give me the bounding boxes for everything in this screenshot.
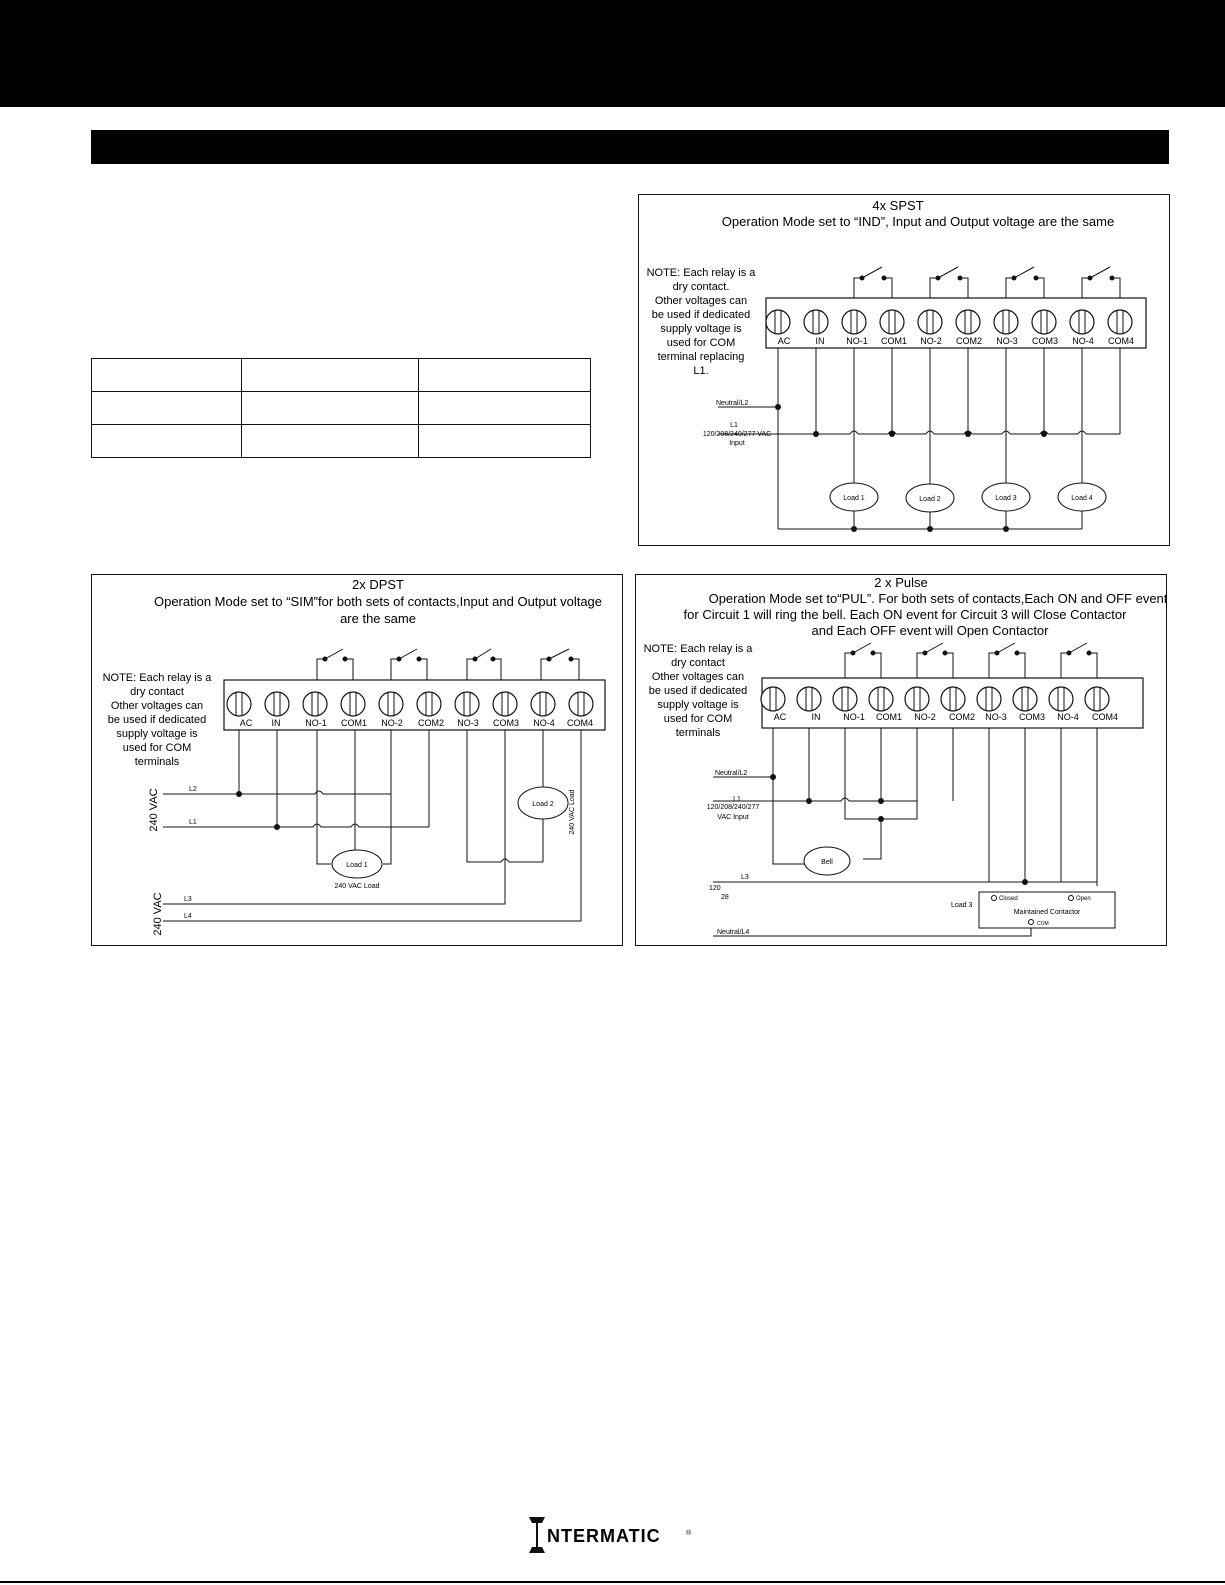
spst-title: 4x SPST — [872, 198, 924, 213]
svg-text:NO-4: NO-4 — [1057, 712, 1079, 722]
svg-text:COM1: COM1 — [340, 718, 368, 728]
pulse-neutral-label: Neutral/L2 — [715, 770, 748, 777]
header-band — [0, 0, 1225, 107]
svg-text:COM4: COM4 — [1107, 336, 1135, 346]
dpst-subtitle: Operation Mode set to “SIM”for both sets of contacts,Input and Output voltage — [153, 594, 603, 609]
terminal-screw — [804, 310, 828, 334]
svg-text:terminals: terminals — [675, 727, 721, 739]
svg-text:Load 4: Load 4 — [1071, 495, 1093, 502]
svg-text:Load 1: Load 1 — [843, 495, 865, 502]
svg-text:COM1: COM1 — [880, 336, 908, 346]
pulse-input-label: 120/208/240/277 — [706, 804, 760, 811]
spst-subtitle: Operation Mode set to “IND”, Input and Output voltage are the same — [721, 214, 1115, 229]
svg-text:terminals: terminals — [134, 756, 180, 768]
svg-text:be used if dedicated: be used if dedicated — [651, 309, 751, 321]
pulse-l3-label: L3 — [741, 874, 749, 881]
svg-text:NO-3: NO-3 — [457, 718, 479, 728]
svg-text:COM3: COM3 — [1031, 336, 1059, 346]
footer-rule — [0, 1581, 1225, 1583]
svg-text:COM3: COM3 — [492, 718, 520, 728]
svg-text:used for COM: used for COM — [122, 742, 192, 754]
svg-text:IN: IN — [271, 718, 281, 728]
svg-text:dry contact.: dry contact. — [672, 281, 730, 293]
svg-text:terminal replacing: terminal replacing — [657, 351, 745, 363]
svg-text:NO-2: NO-2 — [920, 336, 942, 346]
svg-text:NO-3: NO-3 — [985, 712, 1007, 722]
terminal-screw — [956, 310, 980, 334]
terminal-screw — [227, 692, 251, 716]
table-row — [92, 425, 591, 458]
logo-i-mark — [529, 1517, 545, 1553]
info-table — [91, 358, 591, 458]
svg-text:NO-1: NO-1 — [846, 336, 868, 346]
dpst-load-1-label: Load 1 — [346, 862, 368, 869]
terminal-screw — [941, 687, 965, 711]
table-cell — [419, 359, 591, 392]
pulse-120-label: 120 — [709, 885, 721, 892]
table-cell — [242, 425, 419, 458]
terminal-screw — [265, 692, 289, 716]
dpst-title: 2x DPST — [351, 577, 405, 592]
svg-text:COM4: COM4 — [566, 718, 594, 728]
pulse-open-label: Open — [1076, 896, 1091, 902]
svg-text:Other voltages can: Other voltages can — [651, 671, 745, 683]
dpst-l3-label: L3 — [184, 896, 192, 903]
terminal-screw — [1070, 310, 1094, 334]
terminal-screw — [905, 687, 929, 711]
terminal-screw — [797, 687, 821, 711]
pulse-contactor-com-terminal — [1029, 920, 1034, 925]
svg-text:Other voltages can: Other voltages can — [110, 700, 204, 712]
svg-text:NO-2: NO-2 — [914, 712, 936, 722]
svg-text:COM4: COM4 — [1091, 712, 1119, 722]
svg-text:NO-4: NO-4 — [533, 718, 555, 728]
terminal-screw — [493, 692, 517, 716]
terminal-screw — [303, 692, 327, 716]
dpst-subtitle-2: are the same — [340, 611, 416, 626]
logo-text: NTERMATIC — [547, 1526, 661, 1546]
dpst-l1-label: L1 — [189, 819, 197, 826]
terminal-screw — [761, 687, 785, 711]
svg-text:AC: AC — [777, 336, 791, 346]
dpst-load-2-caption: 240 VAC Load — [569, 789, 576, 835]
svg-text:IN: IN — [811, 712, 821, 722]
dpst-vac-label-2: 240 VAC — [152, 892, 164, 936]
table-cell — [419, 425, 591, 458]
svg-text:NO-1: NO-1 — [843, 712, 865, 722]
pulse-contactor-label: Maintained Contactor — [1013, 909, 1081, 916]
svg-text:NOTE: Each relay is a: NOTE: Each relay is a — [643, 643, 753, 655]
svg-text:used for COM: used for COM — [663, 713, 733, 725]
svg-text:NO-4: NO-4 — [1072, 336, 1094, 346]
svg-text:AC: AC — [773, 712, 787, 722]
dpst-l4-label: L4 — [184, 913, 192, 920]
spst-diagram — [638, 194, 1170, 546]
terminal-screw — [1108, 310, 1132, 334]
terminal-screw — [1032, 310, 1056, 334]
spst-input-label-2: Input — [729, 440, 745, 447]
svg-text:be used if dedicated: be used if dedicated — [648, 685, 748, 697]
svg-text:supply voltage is: supply voltage is — [657, 699, 739, 711]
dpst-diagram — [91, 574, 623, 946]
svg-text:COM2: COM2 — [955, 336, 983, 346]
pulse-closed-label: Closed — [999, 896, 1018, 902]
terminal-screw — [417, 692, 441, 716]
spst-neutral-label: Neutral/L2 — [716, 400, 749, 407]
svg-text:COM2: COM2 — [417, 718, 445, 728]
table-row — [92, 359, 591, 392]
svg-text:Other voltages can: Other voltages can — [654, 295, 748, 307]
terminal-screw — [842, 310, 866, 334]
svg-text:supply voltage is: supply voltage is — [660, 323, 742, 335]
svg-text:dry contact: dry contact — [130, 686, 184, 698]
spst-input-label: 120/208/240/277 VAC — [702, 431, 772, 438]
intermatic-logo — [526, 1515, 706, 1555]
terminal-screw — [1013, 687, 1037, 711]
logo-registered-mark: ® — [686, 1530, 692, 1537]
svg-text:dry contact: dry contact — [671, 657, 725, 669]
table-cell — [242, 392, 419, 425]
pulse-bell-label: Bell — [821, 859, 833, 866]
svg-text:Load 2: Load 2 — [919, 496, 941, 503]
svg-text:Load 3: Load 3 — [995, 495, 1017, 502]
table-row — [92, 392, 591, 425]
table-cell — [92, 392, 242, 425]
terminal-screw — [766, 310, 790, 334]
dpst-load-2-label: Load 2 — [532, 801, 554, 808]
pulse-load3-label: Load 3 — [951, 902, 973, 909]
svg-text:COM2: COM2 — [948, 712, 976, 722]
dpst-l2-label: L2 — [189, 786, 197, 793]
svg-text:supply voltage is: supply voltage is — [116, 728, 198, 740]
pulse-contactor-open-terminal — [1069, 896, 1074, 901]
pulse-title: 2 x Pulse — [874, 575, 928, 590]
pulse-contactor-closed-terminal — [992, 896, 997, 901]
table-cell — [92, 359, 242, 392]
terminal-screw — [531, 692, 555, 716]
table-cell — [92, 425, 242, 458]
svg-text:COM1: COM1 — [875, 712, 903, 722]
terminal-screw — [1049, 687, 1073, 711]
terminal-screw — [977, 687, 1001, 711]
svg-text:AC: AC — [239, 718, 253, 728]
table-cell — [242, 359, 419, 392]
section-header-bar — [91, 130, 1169, 164]
terminal-screw — [379, 692, 403, 716]
svg-text:NOTE: Each relay is a: NOTE: Each relay is a — [646, 267, 756, 279]
pulse-input-label-2: VAC Input — [717, 814, 749, 821]
pulse-subtitle-3: and Each OFF event will Open Contactor — [811, 623, 1049, 638]
svg-text:used for COM: used for COM — [666, 337, 736, 349]
svg-text:COM3: COM3 — [1018, 712, 1046, 722]
svg-text:NO-3: NO-3 — [996, 336, 1018, 346]
svg-text:NO-1: NO-1 — [305, 718, 327, 728]
svg-text:IN: IN — [815, 336, 825, 346]
pulse-28-label: 28 — [721, 894, 729, 901]
svg-text:be used if dedicated: be used if dedicated — [107, 714, 207, 726]
terminal-screw — [869, 687, 893, 711]
terminal-screw — [1085, 687, 1109, 711]
pulse-l1-label: L1 — [733, 796, 741, 803]
terminal-screw — [880, 310, 904, 334]
terminal-screw — [994, 310, 1018, 334]
terminal-screw — [455, 692, 479, 716]
terminal-screw — [341, 692, 365, 716]
terminal-screw — [918, 310, 942, 334]
dpst-load-1-caption: 240 VAC Load — [334, 883, 380, 890]
pulse-subtitle: Operation Mode set to“PUL”. For both sets of contacts,Each ON and OFF event — [708, 591, 1167, 606]
dpst-vac-label: 240 VAC — [148, 788, 160, 832]
svg-text:NO-2: NO-2 — [381, 718, 403, 728]
pulse-diagram — [635, 574, 1167, 946]
pulse-com-label: COM — [1037, 921, 1049, 927]
svg-text:NOTE: Each relay is a: NOTE: Each relay is a — [102, 672, 212, 684]
table-cell — [419, 392, 591, 425]
terminal-screw — [833, 687, 857, 711]
svg-text:L1.: L1. — [693, 365, 709, 377]
pulse-neutral-l4-label: Neutral/L4 — [717, 929, 750, 936]
spst-l1-label: L1 — [730, 422, 738, 429]
pulse-subtitle-2: for Circuit 1 will ring the bell. Each ON event for Circuit 3 will Close Contactor — [683, 607, 1127, 622]
terminal-screw — [569, 692, 593, 716]
